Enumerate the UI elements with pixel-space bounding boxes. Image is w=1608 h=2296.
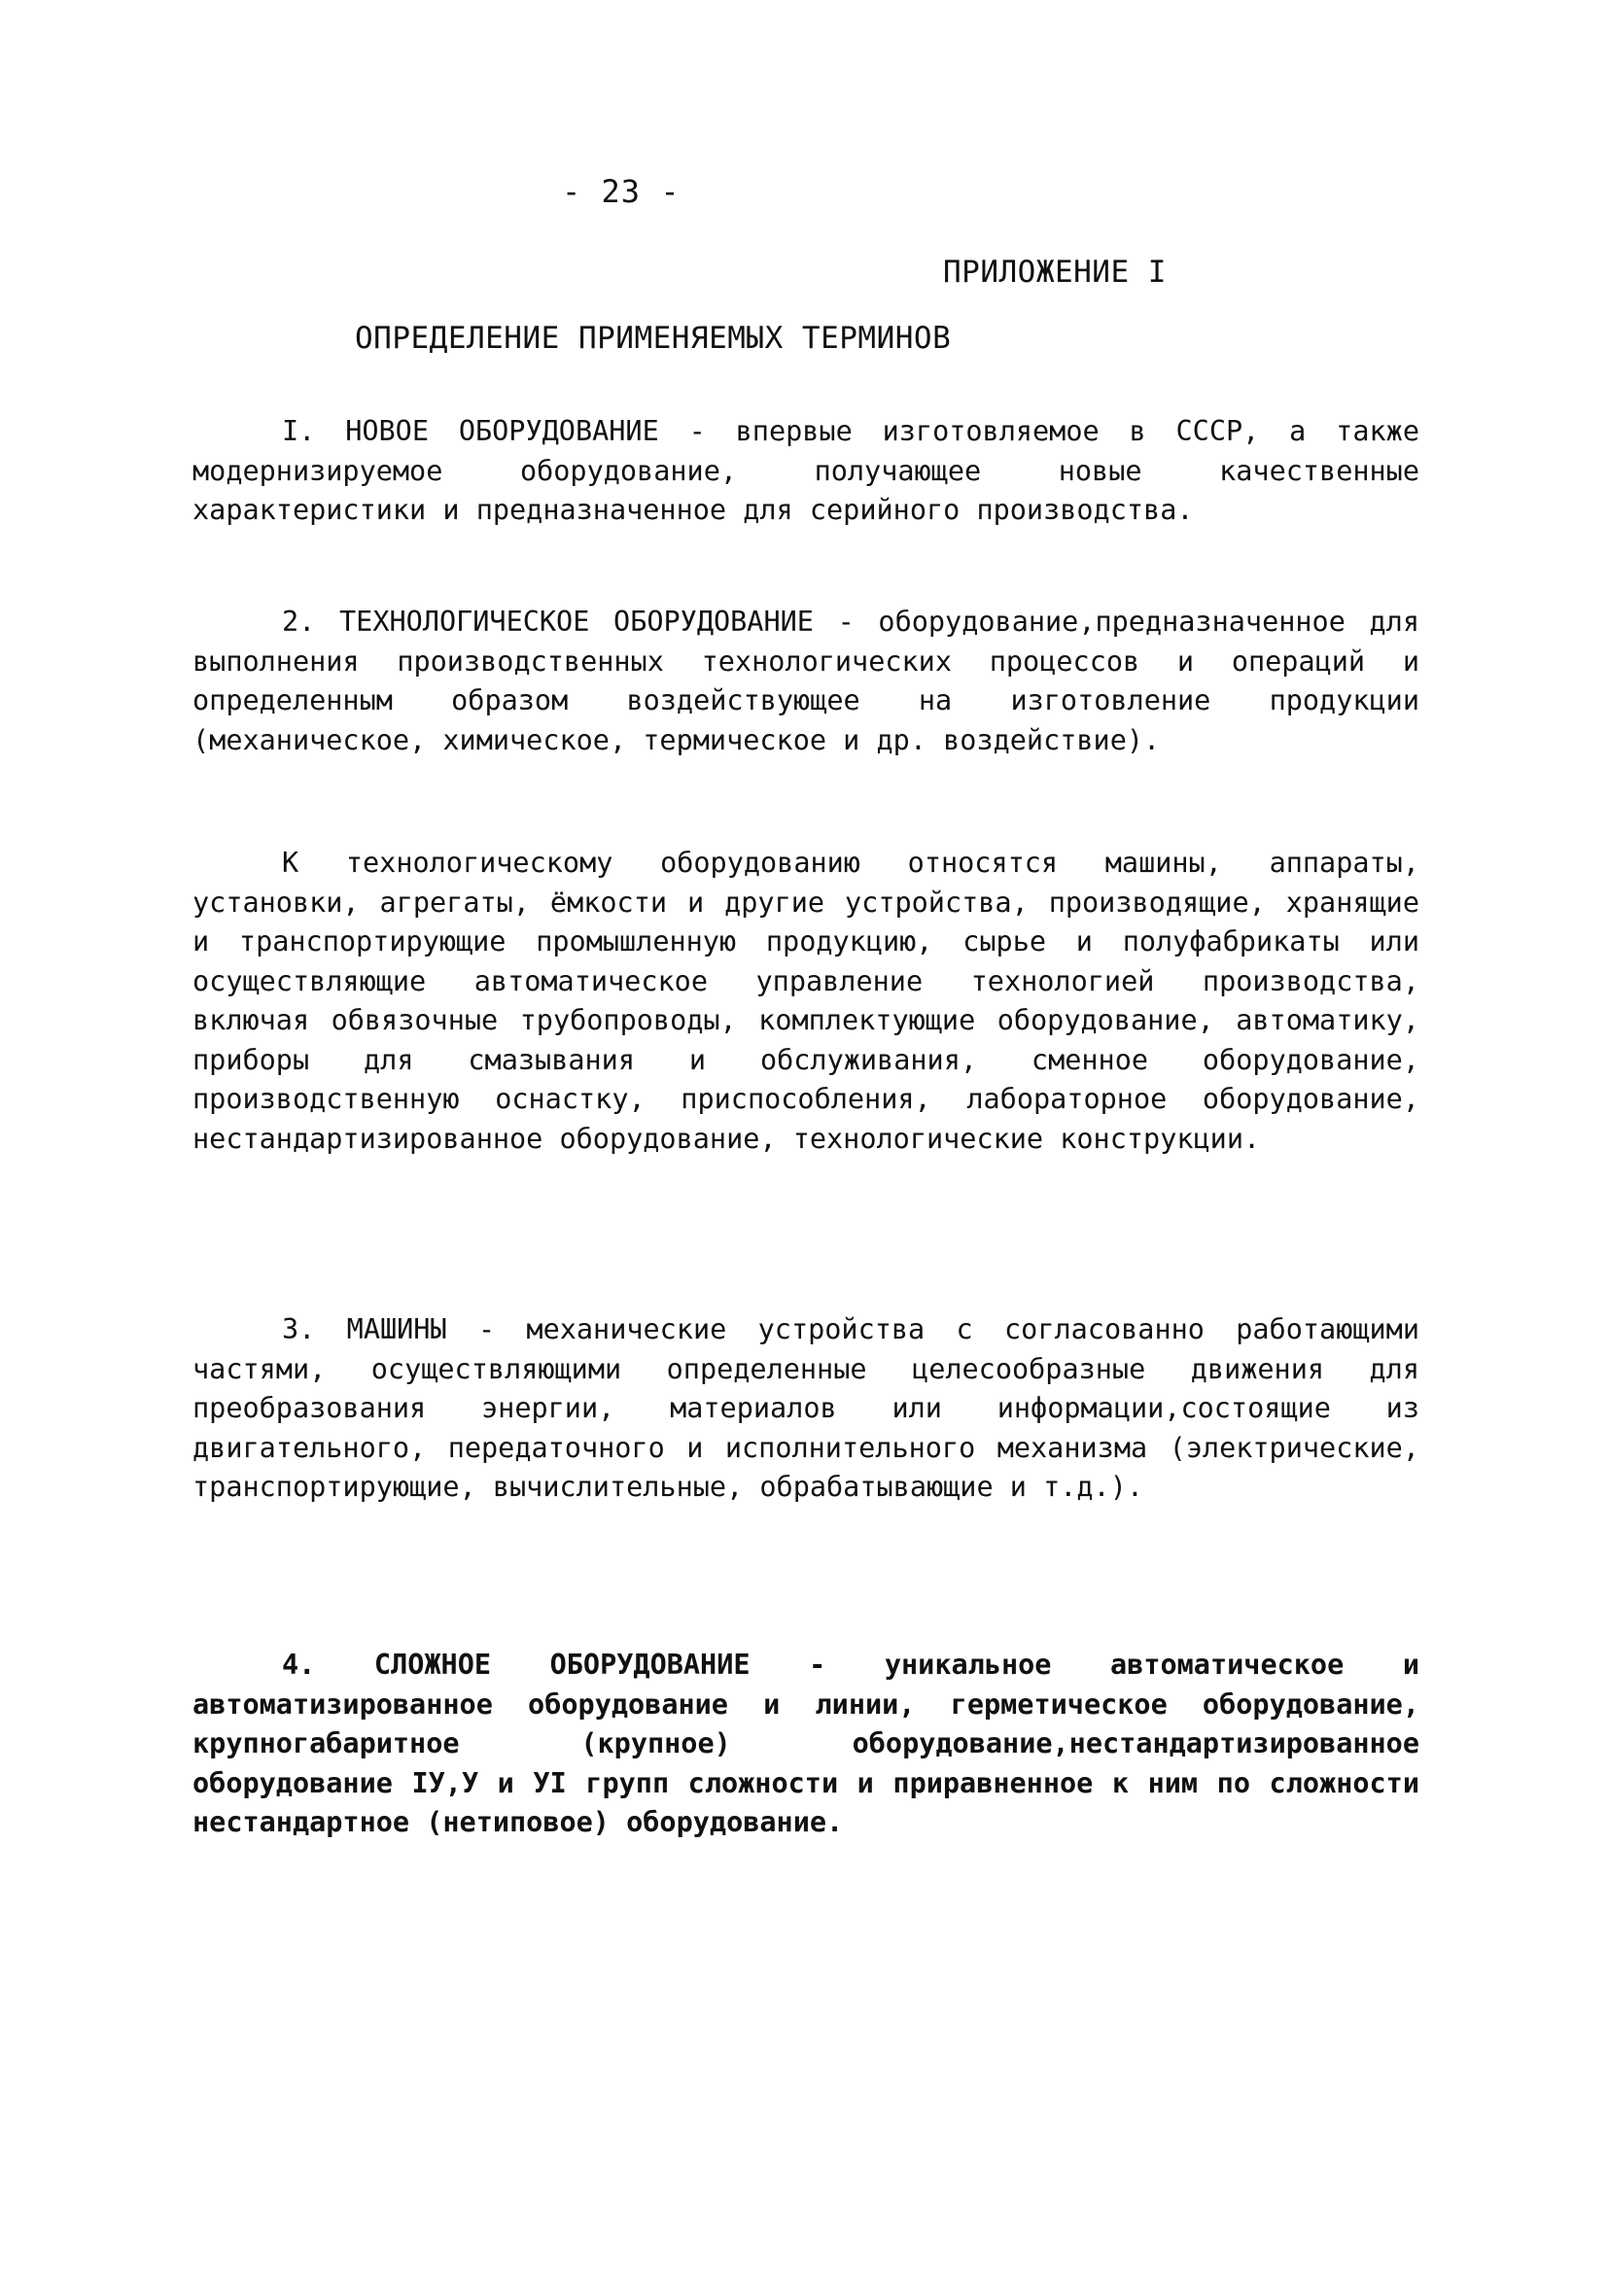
section-2-note [192, 844, 1419, 1159]
section-2-note-text: К технологическому оборудованию относятся машины, аппараты, установки, агрегаты, ёмкости и другие устройства, производящие, хранящие и транспортирующие промышленную продукцию, сырье и полуфабрикаты или осуществляющие автоматическое управление технологией производства, включая обвязочные трубопроводы, комплектующие оборудование, автоматику, приборы для смазывания и обслуживания, сменное оборудование, производственную оснастку, приспособления, лабораторное оборудование, нестандартизированное оборудование, технологические конструкции. [192, 847, 1419, 1155]
section-3 [192, 1310, 1419, 1508]
section-1-term: НОВОЕ ОБОРУДОВАНИЕ [345, 415, 659, 447]
document-title: ОПРЕДЕЛЕНИЕ ПРИМЕНЯЕМЫХ ТЕРМИНОВ [355, 321, 952, 356]
section-3-term: МАШИНЫ [346, 1313, 447, 1345]
section-3-definition: - механические устройства с согласованно работающими частями, осуществляющими определенные целесообразные движения для преобразования энергии, материалов или информации,состоящие из двигательного, передаточного и исполнительного механизма (электрические, транспортирующие, вычислительные, обрабатывающие и т.д.). [192, 1313, 1419, 1503]
section-2 [192, 603, 1419, 760]
section-2-definition: - оборудование,предназначенное для выполнения производственных технологических процессов и операций и определенным образом воздействующее на изготовление продукции (механическое, химическое, термическое и др. воздействие). [192, 606, 1419, 756]
section-1-definition: - впервые изготовляемое в СССР, а также модернизируемое оборудование, получающее новые качественные характеристики и предназначенное для серийного производства. [192, 415, 1419, 526]
section-4-definition: - уникальное автоматическое и автоматизированное оборудование и линии, герметическое оборудование, крупногабаритное (крупное) оборудование,нестандартизированное оборудование IУ,У и УI групп сложности и приравненное к ним по сложности нестандартное (нетиповое) оборудование. [192, 1649, 1419, 1838]
appendix-label: ПРИЛОЖЕНИЕ I [943, 255, 1167, 290]
section-4-number: 4. [282, 1649, 316, 1681]
section-1-number: I. [282, 415, 316, 447]
section-4-term: СЛОЖНОЕ ОБОРУДОВАНИЕ [373, 1649, 751, 1681]
section-2-term: ТЕХНОЛОГИЧЕСКОЕ ОБОРУДОВАНИЕ [339, 606, 814, 638]
section-1 [192, 412, 1419, 531]
section-4 [192, 1646, 1419, 1843]
section-2-number: 2. [282, 606, 316, 638]
section-3-number: 3. [282, 1313, 316, 1345]
page-number: - 23 - [562, 173, 681, 210]
